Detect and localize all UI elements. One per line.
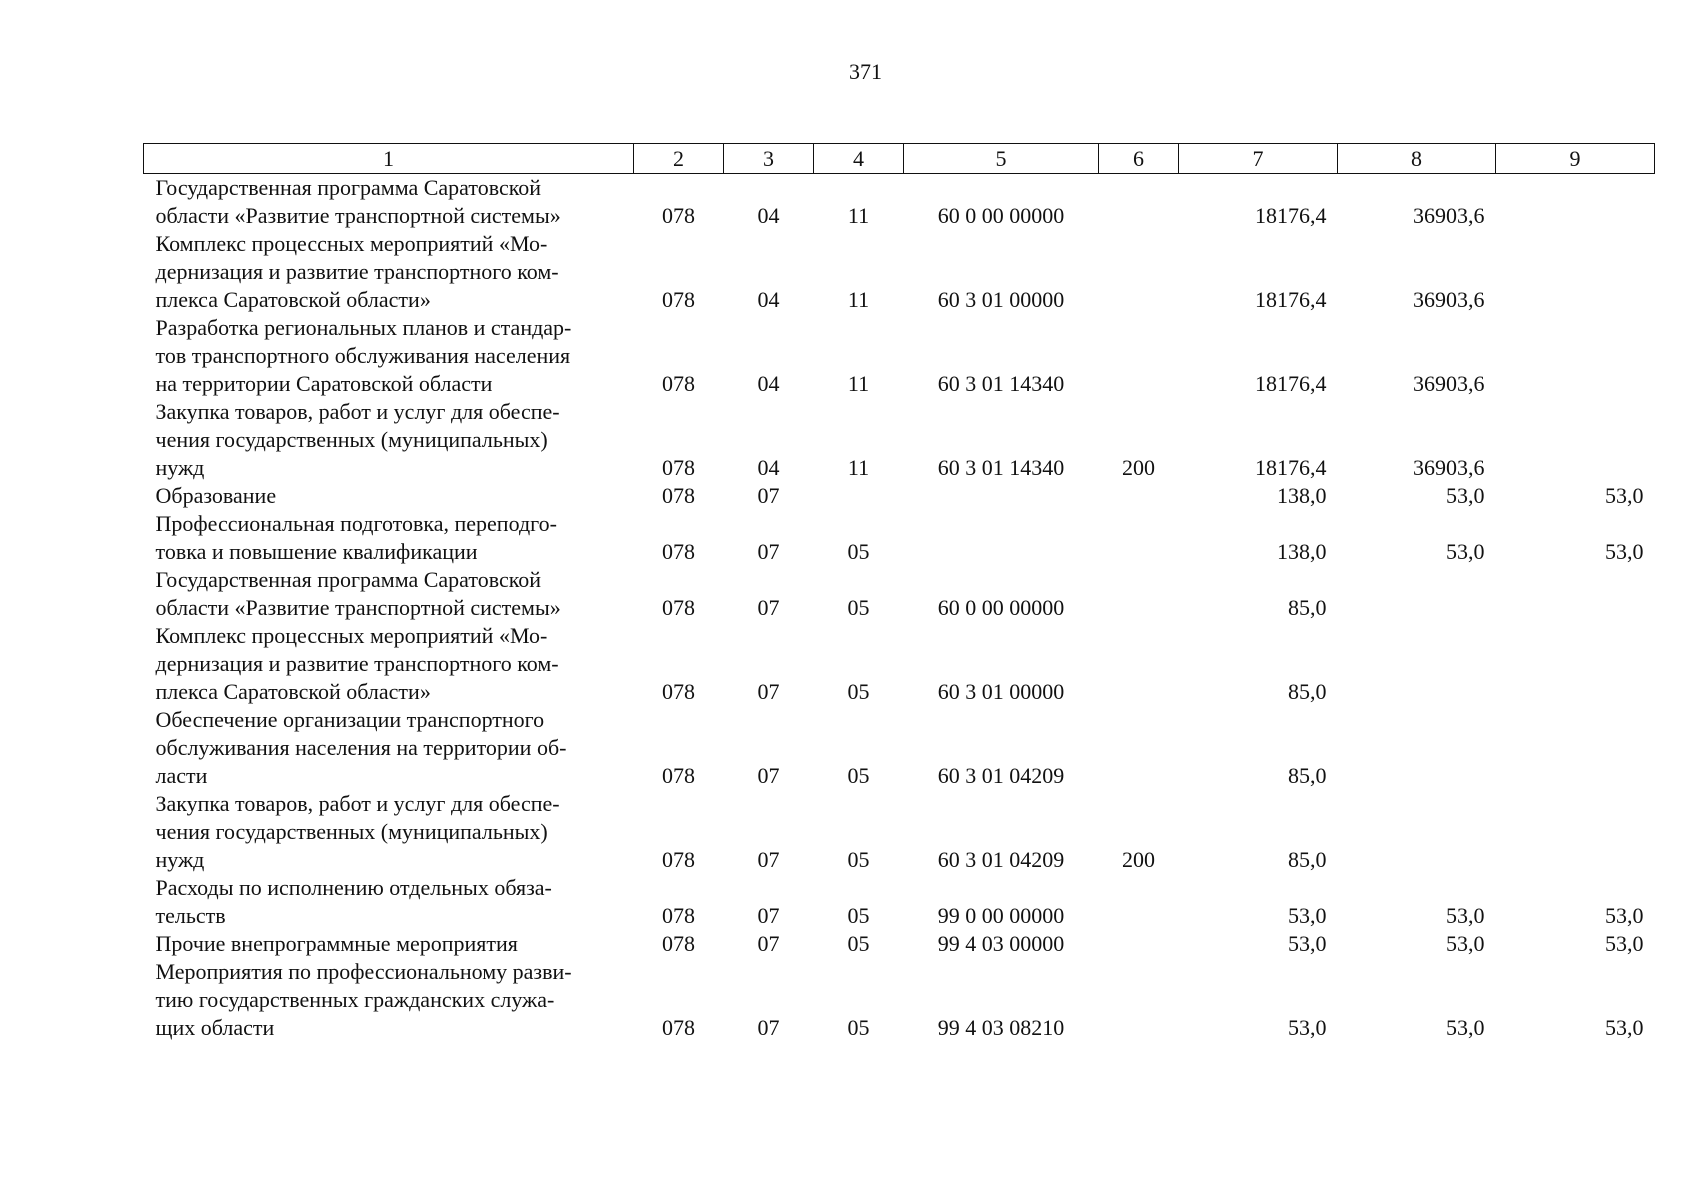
page-number: 371 bbox=[849, 59, 882, 84]
subsection-cell: 05 bbox=[847, 1015, 870, 1040]
amount-col7-cell: 138,0 bbox=[1277, 483, 1327, 508]
amount-col9-cell bbox=[1496, 706, 1655, 790]
amount-col7-cell: 85,0 bbox=[1288, 847, 1327, 872]
row-name-cell: Комплекс процессных мероприятий «Мо- дернизация и развитие транспортного ком- плекса Саратовской области» bbox=[155, 231, 559, 312]
section-cell: 07 bbox=[757, 763, 780, 788]
table-row bbox=[144, 566, 1655, 622]
admin-code-cell: 078 bbox=[662, 1015, 695, 1040]
target-article-cell: 60 0 00 00000 bbox=[937, 203, 1065, 228]
expense-type-cell bbox=[1099, 706, 1179, 790]
admin-code-cell: 078 bbox=[662, 287, 695, 312]
column-header-6: 6 bbox=[1099, 144, 1179, 174]
amount-col7-cell: 18176,4 bbox=[1255, 287, 1327, 312]
table-header bbox=[144, 144, 1655, 174]
table-row bbox=[144, 230, 1655, 314]
section-cell: 07 bbox=[757, 847, 780, 872]
admin-code-cell: 078 bbox=[662, 679, 695, 704]
column-header-8: 8 bbox=[1338, 144, 1496, 174]
row-name-cell: Профессиональная подготовка, переподго- товка и повышение квалификации bbox=[155, 511, 557, 564]
table-body bbox=[144, 174, 1655, 1043]
admin-code-cell: 078 bbox=[662, 847, 695, 872]
column-header-9: 9 bbox=[1496, 144, 1655, 174]
admin-code-cell: 078 bbox=[662, 595, 695, 620]
target-article-cell: 60 3 01 14340 bbox=[937, 455, 1065, 480]
table-row bbox=[144, 398, 1655, 482]
row-name-cell: Закупка товаров, работ и услуг для обеспе- чения государственных (муниципальных) нужд bbox=[155, 399, 560, 480]
target-article-cell: 60 3 01 04209 bbox=[937, 847, 1065, 872]
admin-code-cell: 078 bbox=[662, 903, 695, 928]
row-name-cell: Государственная программа Саратовской области «Развитие транспортной системы» bbox=[155, 567, 561, 620]
subsection-cell: 05 bbox=[847, 903, 870, 928]
section-cell: 07 bbox=[757, 1015, 780, 1040]
target-article-cell bbox=[904, 510, 1099, 566]
table-row bbox=[144, 706, 1655, 790]
section-cell: 07 bbox=[757, 903, 780, 928]
amount-col7-cell: 18176,4 bbox=[1255, 455, 1327, 480]
amount-col9-cell bbox=[1496, 790, 1655, 874]
table-row bbox=[144, 314, 1655, 398]
expense-type-cell bbox=[1099, 174, 1179, 231]
amount-col7-cell: 138,0 bbox=[1277, 539, 1327, 564]
subsection-cell: 11 bbox=[847, 455, 870, 480]
amount-col7-cell: 85,0 bbox=[1288, 595, 1327, 620]
amount-col8-cell bbox=[1338, 622, 1496, 706]
row-name-cell: Обеспечение организации транспортного обслуживания населения на территории об- ласти bbox=[155, 707, 567, 788]
amount-col9-cell bbox=[1496, 314, 1655, 398]
column-header-5: 5 bbox=[904, 144, 1099, 174]
row-name-cell: Разработка региональных планов и стандар- тов транспортного обслуживания населения на территории Саратовской области bbox=[155, 315, 572, 396]
row-name-cell: Образование bbox=[155, 483, 277, 508]
amount-col9-cell: 53,0 bbox=[1605, 483, 1644, 508]
expense-type-cell: 200 bbox=[1122, 847, 1155, 872]
amount-col7-cell: 53,0 bbox=[1288, 903, 1327, 928]
expense-type-cell bbox=[1099, 930, 1179, 958]
amount-col8-cell: 36903,6 bbox=[1413, 371, 1485, 396]
table-row bbox=[144, 482, 1655, 510]
section-cell: 07 bbox=[757, 483, 780, 508]
expense-type-cell bbox=[1099, 482, 1179, 510]
target-article-cell: 60 3 01 04209 bbox=[937, 763, 1065, 788]
amount-col8-cell: 36903,6 bbox=[1413, 287, 1485, 312]
target-article-cell: 60 3 01 00000 bbox=[937, 287, 1065, 312]
expense-type-cell: 200 bbox=[1122, 455, 1155, 480]
subsection-cell: 05 bbox=[847, 539, 870, 564]
section-cell: 04 bbox=[757, 203, 780, 228]
subsection-cell: 05 bbox=[847, 763, 870, 788]
table-row bbox=[144, 874, 1655, 930]
amount-col7-cell: 85,0 bbox=[1288, 763, 1327, 788]
amount-col7-cell: 85,0 bbox=[1288, 679, 1327, 704]
amount-col9-cell bbox=[1496, 622, 1655, 706]
target-article-cell: 99 4 03 08210 bbox=[937, 1015, 1065, 1040]
row-name-cell: Комплекс процессных мероприятий «Мо- дернизация и развитие транспортного ком- плекса Саратовской области» bbox=[155, 623, 559, 704]
target-article-cell: 60 3 01 14340 bbox=[937, 371, 1065, 396]
expense-type-cell bbox=[1099, 958, 1179, 1042]
amount-col7-cell: 53,0 bbox=[1288, 1015, 1327, 1040]
expense-type-cell bbox=[1099, 314, 1179, 398]
row-name-cell: Закупка товаров, работ и услуг для обеспе- чения государственных (муниципальных) нужд bbox=[155, 791, 560, 872]
column-header-7: 7 bbox=[1179, 144, 1338, 174]
subsection-cell: 05 bbox=[847, 847, 870, 872]
target-article-cell bbox=[904, 482, 1099, 510]
amount-col8-cell bbox=[1338, 790, 1496, 874]
section-cell: 04 bbox=[757, 455, 780, 480]
amount-col8-cell: 53,0 bbox=[1446, 1015, 1485, 1040]
amount-col9-cell bbox=[1496, 566, 1655, 622]
amount-col7-cell: 18176,4 bbox=[1255, 203, 1327, 228]
column-header-1: 1 bbox=[144, 144, 634, 174]
table-row bbox=[144, 622, 1655, 706]
section-cell: 07 bbox=[757, 931, 780, 956]
subsection-cell: 05 bbox=[847, 595, 870, 620]
row-name-cell: Расходы по исполнению отдельных обяза- тельств bbox=[155, 875, 552, 928]
table-row bbox=[144, 930, 1655, 958]
expense-type-cell bbox=[1099, 230, 1179, 314]
subsection-cell: 11 bbox=[847, 203, 870, 228]
amount-col8-cell: 53,0 bbox=[1446, 483, 1485, 508]
section-cell: 04 bbox=[757, 371, 780, 396]
header-row bbox=[144, 144, 1655, 174]
subsection-cell: 11 bbox=[847, 371, 870, 396]
amount-col8-cell bbox=[1338, 566, 1496, 622]
table-row bbox=[144, 790, 1655, 874]
expense-type-cell bbox=[1099, 874, 1179, 930]
admin-code-cell: 078 bbox=[662, 203, 695, 228]
expense-type-cell bbox=[1099, 566, 1179, 622]
row-name-cell: Государственная программа Саратовской области «Развитие транспортной системы» bbox=[155, 175, 561, 228]
admin-code-cell: 078 bbox=[662, 539, 695, 564]
subsection-cell: 05 bbox=[847, 679, 870, 704]
target-article-cell: 99 0 00 00000 bbox=[937, 903, 1065, 928]
admin-code-cell: 078 bbox=[662, 763, 695, 788]
column-header-3: 3 bbox=[724, 144, 814, 174]
table-row bbox=[144, 958, 1655, 1042]
target-article-cell: 60 0 00 00000 bbox=[937, 595, 1065, 620]
amount-col8-cell: 36903,6 bbox=[1413, 203, 1485, 228]
subsection-cell: 11 bbox=[847, 287, 870, 312]
section-cell: 07 bbox=[757, 679, 780, 704]
admin-code-cell: 078 bbox=[662, 483, 695, 508]
budget-table bbox=[143, 143, 1655, 1042]
amount-col8-cell bbox=[1338, 706, 1496, 790]
section-cell: 07 bbox=[757, 539, 780, 564]
admin-code-cell: 078 bbox=[662, 455, 695, 480]
amount-col8-cell: 53,0 bbox=[1446, 903, 1485, 928]
amount-col9-cell bbox=[1496, 230, 1655, 314]
column-header-2: 2 bbox=[634, 144, 724, 174]
subsection-cell bbox=[814, 482, 904, 510]
subsection-cell: 05 bbox=[847, 931, 870, 956]
amount-col7-cell: 53,0 bbox=[1288, 931, 1327, 956]
column-header-4: 4 bbox=[814, 144, 904, 174]
admin-code-cell: 078 bbox=[662, 931, 695, 956]
amount-col7-cell: 18176,4 bbox=[1255, 371, 1327, 396]
target-article-cell: 99 4 03 00000 bbox=[937, 931, 1065, 956]
amount-col8-cell: 53,0 bbox=[1446, 539, 1485, 564]
amount-col9-cell: 53,0 bbox=[1605, 931, 1644, 956]
admin-code-cell: 078 bbox=[662, 371, 695, 396]
section-cell: 04 bbox=[757, 287, 780, 312]
amount-col9-cell: 53,0 bbox=[1605, 903, 1644, 928]
amount-col9-cell bbox=[1496, 174, 1655, 231]
amount-col8-cell: 36903,6 bbox=[1413, 455, 1485, 480]
amount-col9-cell: 53,0 bbox=[1605, 1015, 1644, 1040]
row-name-cell: Мероприятия по профессиональному разви- тию государственных гражданских служа- щих области bbox=[155, 959, 572, 1040]
target-article-cell: 60 3 01 00000 bbox=[937, 679, 1065, 704]
expense-type-cell bbox=[1099, 622, 1179, 706]
table-row bbox=[144, 510, 1655, 566]
amount-col9-cell: 53,0 bbox=[1605, 539, 1644, 564]
section-cell: 07 bbox=[757, 595, 780, 620]
amount-col9-cell bbox=[1496, 398, 1655, 482]
amount-col8-cell: 53,0 bbox=[1446, 931, 1485, 956]
row-name-cell: Прочие внепрограммные мероприятия bbox=[155, 931, 518, 956]
expense-type-cell bbox=[1099, 510, 1179, 566]
table-row bbox=[144, 174, 1655, 231]
